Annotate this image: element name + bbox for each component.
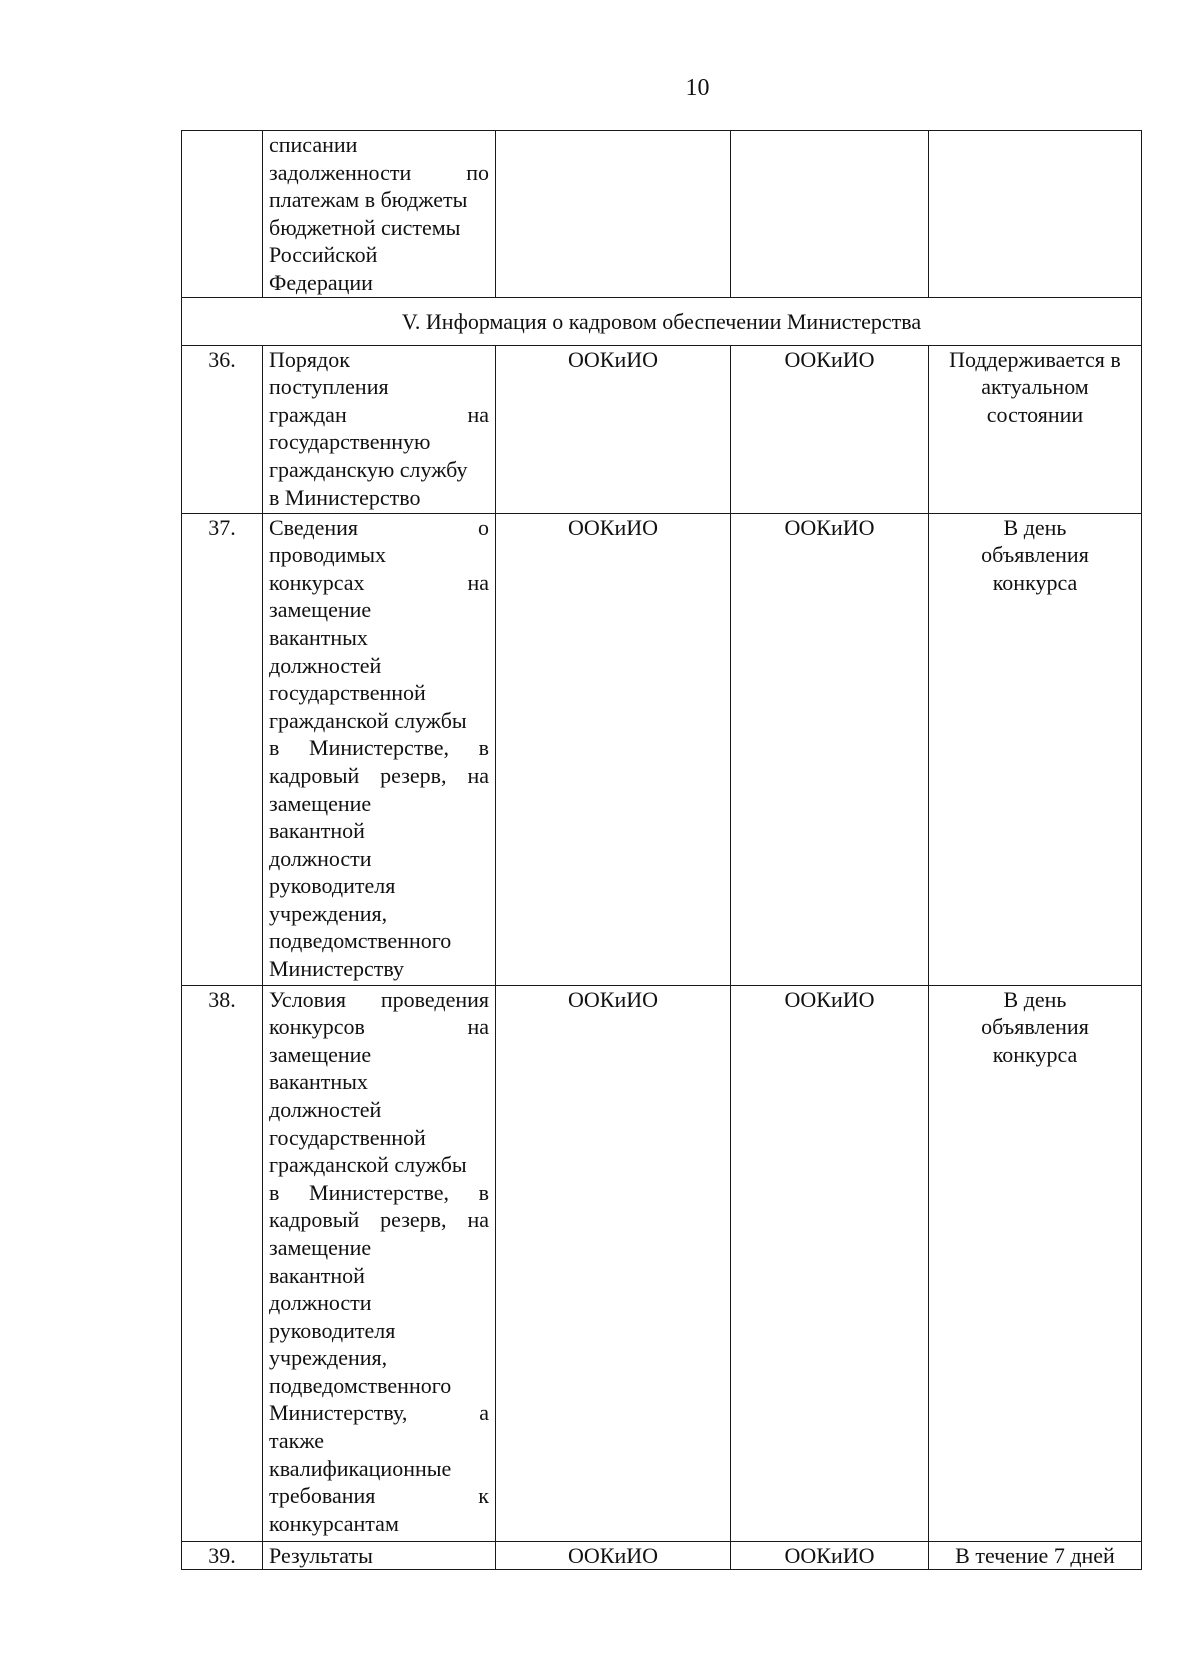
name-line: Сведения о — [269, 514, 489, 540]
name-line: должностей — [269, 1096, 382, 1122]
row-executor-cell: ООКиИО — [731, 345, 929, 513]
name-line: также — [269, 1428, 325, 1454]
name-line: замещение — [269, 1234, 372, 1260]
name-line: в Министерстве, в — [269, 1179, 489, 1205]
table-row — [182, 985, 1142, 1541]
name-line: вакантной — [269, 1262, 365, 1288]
name-line: Министерству — [269, 956, 405, 982]
row-executor-cell: ООКиИО — [731, 985, 929, 1541]
row-responsible-cell: ООКиИО — [496, 1541, 731, 1570]
row-term-cell — [929, 513, 1142, 985]
term-line: В течение 7 дней — [955, 1542, 1115, 1568]
name-line: кадровый резерв, на — [269, 762, 489, 788]
row-responsible-cell: ООКиИО — [496, 985, 731, 1541]
name-line: конкурсах на — [269, 569, 489, 595]
name-line: бюджетной системы — [269, 214, 461, 240]
row-number-cell — [182, 131, 263, 298]
name-line: замещение — [269, 790, 372, 816]
name-line: Министерству, а — [269, 1400, 489, 1426]
name-line: квалификационные — [269, 1455, 452, 1481]
row-number-cell: 39. — [182, 1541, 263, 1570]
row-name-cell — [263, 131, 496, 298]
name-line: конкурсантам — [269, 1510, 399, 1536]
name-line: замещение — [269, 1041, 372, 1067]
term-line: объявления — [981, 542, 1089, 568]
name-line: руководителя — [269, 1317, 396, 1343]
name-line: граждан на — [269, 401, 489, 427]
name-line: списании — [269, 132, 358, 157]
row-number-cell: 38. — [182, 985, 263, 1541]
name-line: конкурсов на — [269, 1014, 489, 1040]
term-line: объявления — [981, 1014, 1089, 1040]
row-term-cell — [929, 345, 1142, 513]
table-row — [182, 513, 1142, 985]
name-line: замещение — [269, 597, 372, 623]
name-line: в Министерстве, в — [269, 735, 489, 761]
row-name-cell — [263, 985, 496, 1541]
name-line: учреждения, — [269, 900, 388, 926]
row-number-cell: 36. — [182, 345, 263, 513]
row-responsible-cell: ООКиИО — [496, 345, 731, 513]
name-line: государственной — [269, 680, 426, 706]
table-row-continued — [182, 131, 1142, 298]
row-executor-cell: ООКиИО — [731, 1541, 929, 1570]
name-line: государственной — [269, 1124, 426, 1150]
row-executor-cell: ООКиИО — [731, 513, 929, 985]
name-line: Федерации — [269, 269, 373, 295]
name-line: гражданской службы — [269, 707, 467, 733]
row-term-cell — [929, 131, 1142, 298]
name-line: поступления — [269, 374, 389, 400]
name-line: Порядок — [269, 346, 350, 372]
table-row — [182, 345, 1142, 513]
name-line: государственную — [269, 429, 431, 455]
row-name-cell — [263, 513, 496, 985]
term-line: актуальном — [981, 374, 1089, 400]
section-header-row — [182, 297, 1142, 345]
table-row — [182, 1541, 1142, 1570]
page-number: 10 — [685, 75, 710, 101]
name-line: вакантных — [269, 1069, 368, 1095]
row-responsible-cell — [496, 131, 731, 298]
name-line: проводимых — [269, 542, 387, 568]
name-line: должностей — [269, 652, 382, 678]
name-line: гражданской службы — [269, 1152, 467, 1178]
name-line: Условия проведения — [269, 986, 489, 1012]
name-line: требования к — [269, 1483, 489, 1509]
row-name-cell — [263, 1541, 496, 1570]
name-line: кадровый резерв, на — [269, 1207, 489, 1233]
name-line: подведомственного — [269, 1372, 452, 1398]
section-title: V. Информация о кадровом обеспечении Министерства — [182, 297, 1142, 345]
row-term-cell — [929, 985, 1142, 1541]
name-line: должности — [269, 1290, 372, 1316]
name-line: учреждения, — [269, 1345, 388, 1371]
row-executor-cell — [731, 131, 929, 298]
information-table — [181, 130, 1142, 1570]
name-line: задолженности по — [269, 159, 489, 185]
term-line: В день — [1003, 986, 1067, 1012]
term-line: конкурса — [992, 569, 1078, 595]
name-line: вакантных — [269, 624, 368, 650]
row-responsible-cell: ООКиИО — [496, 513, 731, 985]
term-line: состоянии — [986, 401, 1084, 427]
name-line: гражданскую службу — [269, 456, 468, 482]
name-line: должности — [269, 845, 372, 871]
row-term-cell — [929, 1541, 1142, 1570]
term-line: Поддерживается в — [949, 346, 1121, 372]
name-line: вакантной — [269, 818, 365, 844]
name-line: руководителя — [269, 873, 396, 899]
term-line: В день — [1003, 514, 1067, 540]
term-line: конкурса — [992, 1041, 1078, 1067]
row-name-cell — [263, 345, 496, 513]
name-line: Результаты — [269, 1542, 373, 1568]
name-line: платежам в бюджеты — [269, 187, 468, 213]
row-number-cell: 37. — [182, 513, 263, 985]
name-line: Российской — [269, 242, 378, 268]
name-line: в Министерство — [269, 484, 421, 510]
name-line: подведомственного — [269, 928, 452, 954]
